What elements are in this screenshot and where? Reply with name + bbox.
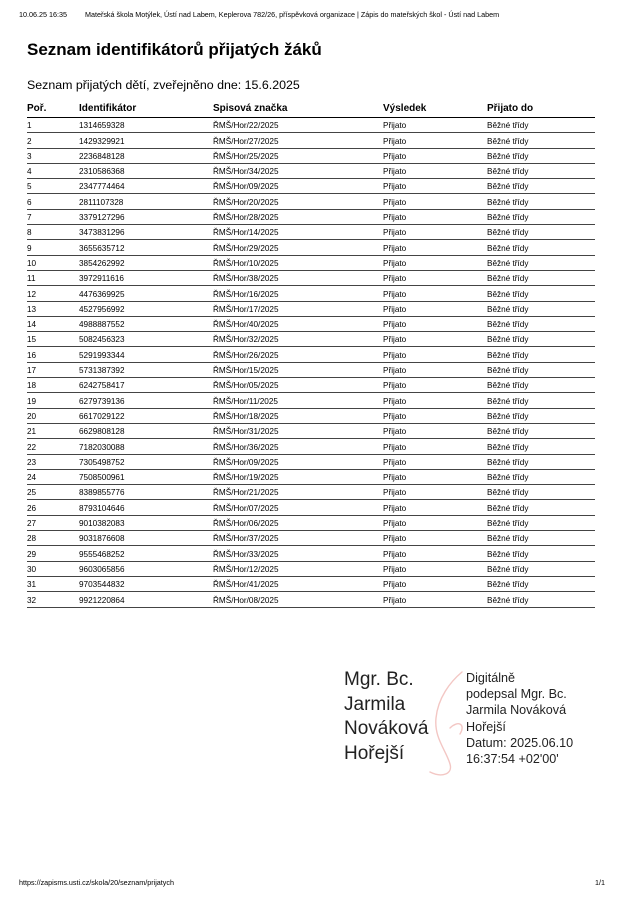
identifier-cell: 6279739136	[79, 393, 213, 408]
signature-name-line: Mgr. Bc.	[344, 669, 414, 690]
result-cell: Přijato	[383, 531, 487, 546]
admitted-to-cell: Běžné třídy	[487, 286, 595, 301]
identifier-cell: 3655635712	[79, 240, 213, 255]
order-cell: 23	[27, 454, 79, 469]
table-row	[27, 286, 595, 301]
result-cell: Přijato	[383, 546, 487, 561]
signature-details	[466, 670, 606, 767]
result-cell: Přijato	[383, 240, 487, 255]
file-number-cell: ŘMŠ/Hor/15/2025	[213, 362, 383, 377]
order-cell: 1	[27, 118, 79, 133]
admitted-to-cell: Běžné třídy	[487, 423, 595, 438]
students-table	[27, 101, 595, 608]
order-cell: 31	[27, 576, 79, 591]
file-number-cell: ŘMŠ/Hor/29/2025	[213, 240, 383, 255]
identifier-cell: 2347774464	[79, 179, 213, 194]
admitted-to-cell: Běžné třídy	[487, 515, 595, 530]
table-row	[27, 454, 595, 469]
order-cell: 16	[27, 347, 79, 362]
signature-detail-line: Datum: 2025.06.10	[466, 735, 574, 750]
result-cell: Přijato	[383, 301, 487, 316]
result-cell: Přijato	[383, 515, 487, 530]
page-subtitle: Seznam přijatých dětí, zveřejněno dne: 15.6.2025	[27, 78, 300, 92]
file-number-cell: ŘMŠ/Hor/34/2025	[213, 163, 383, 178]
table-row	[27, 561, 595, 576]
table-row	[27, 515, 595, 530]
identifier-cell: 4988887552	[79, 316, 213, 331]
result-cell: Přijato	[383, 439, 487, 454]
order-cell: 11	[27, 270, 79, 285]
order-cell: 14	[27, 316, 79, 331]
table-body	[27, 118, 595, 608]
file-number-cell: ŘMŠ/Hor/20/2025	[213, 194, 383, 209]
table-row	[27, 225, 595, 240]
table-row	[27, 194, 595, 209]
file-number-cell: ŘMŠ/Hor/26/2025	[213, 347, 383, 362]
file-number-cell: ŘMŠ/Hor/28/2025	[213, 209, 383, 224]
result-cell: Přijato	[383, 592, 487, 607]
table-row	[27, 347, 595, 362]
file-number-cell: ŘMŠ/Hor/09/2025	[213, 179, 383, 194]
order-cell: 18	[27, 378, 79, 393]
order-cell: 12	[27, 286, 79, 301]
table-row	[27, 163, 595, 178]
file-number-cell: ŘMŠ/Hor/33/2025	[213, 546, 383, 561]
admitted-to-cell: Běžné třídy	[487, 485, 595, 500]
table-row	[27, 332, 595, 347]
order-cell: 20	[27, 408, 79, 423]
admitted-to-cell: Běžné třídy	[487, 378, 595, 393]
admitted-to-cell: Běžné třídy	[487, 179, 595, 194]
file-number-cell: ŘMŠ/Hor/16/2025	[213, 286, 383, 301]
table-row	[27, 133, 595, 148]
admitted-to-cell: Běžné třídy	[487, 194, 595, 209]
order-cell: 21	[27, 423, 79, 438]
table-row	[27, 316, 595, 331]
file-number-cell: ŘMŠ/Hor/08/2025	[213, 592, 383, 607]
admitted-to-cell: Běžné třídy	[487, 118, 595, 133]
file-number-cell: ŘMŠ/Hor/09/2025	[213, 454, 383, 469]
identifier-cell: 8389855776	[79, 485, 213, 500]
order-cell: 19	[27, 393, 79, 408]
file-number-cell: ŘMŠ/Hor/27/2025	[213, 133, 383, 148]
file-number-cell: ŘMŠ/Hor/31/2025	[213, 423, 383, 438]
result-cell: Přijato	[383, 194, 487, 209]
order-cell: 26	[27, 500, 79, 515]
file-number-cell: ŘMŠ/Hor/06/2025	[213, 515, 383, 530]
identifier-cell: 4476369925	[79, 286, 213, 301]
result-cell: Přijato	[383, 316, 487, 331]
result-cell: Přijato	[383, 270, 487, 285]
file-number-cell: ŘMŠ/Hor/07/2025	[213, 500, 383, 515]
result-cell: Přijato	[383, 347, 487, 362]
admitted-to-cell: Běžné třídy	[487, 255, 595, 270]
admitted-to-cell: Běžné třídy	[487, 531, 595, 546]
result-cell: Přijato	[383, 561, 487, 576]
identifier-cell: 5291993344	[79, 347, 213, 362]
table-row	[27, 240, 595, 255]
admitted-to-cell: Běžné třídy	[487, 561, 595, 576]
identifier-cell: 7305498752	[79, 454, 213, 469]
table-row	[27, 500, 595, 515]
result-cell: Přijato	[383, 378, 487, 393]
result-cell: Přijato	[383, 485, 487, 500]
table-header-row	[27, 101, 595, 118]
file-number-cell: ŘMŠ/Hor/19/2025	[213, 469, 383, 484]
identifier-cell: 1314659328	[79, 118, 213, 133]
order-cell: 4	[27, 163, 79, 178]
col-header-identifier: Identifikátor	[79, 101, 213, 118]
order-cell: 22	[27, 439, 79, 454]
order-cell: 17	[27, 362, 79, 377]
result-cell: Přijato	[383, 225, 487, 240]
signature-detail-line: 16:37:54 +02'00'	[466, 752, 559, 767]
admitted-to-cell: Běžné třídy	[487, 133, 595, 148]
identifier-cell: 3972911616	[79, 270, 213, 285]
identifier-cell: 9603065856	[79, 561, 213, 576]
identifier-cell: 3379127296	[79, 209, 213, 224]
signature-detail-line: podepsal Mgr. Bc.	[466, 687, 567, 702]
admitted-to-cell: Běžné třídy	[487, 362, 595, 377]
order-cell: 25	[27, 485, 79, 500]
identifier-cell: 1429329921	[79, 133, 213, 148]
signature-name-line: Hořejší	[344, 742, 405, 764]
file-number-cell: ŘMŠ/Hor/25/2025	[213, 148, 383, 163]
file-number-cell: ŘMŠ/Hor/21/2025	[213, 485, 383, 500]
identifier-cell: 8793104646	[79, 500, 213, 515]
table-row	[27, 255, 595, 270]
admitted-to-cell: Běžné třídy	[487, 240, 595, 255]
table-row	[27, 576, 595, 591]
admitted-to-cell: Běžné třídy	[487, 209, 595, 224]
table-row	[27, 179, 595, 194]
col-header-file-number: Spisová značka	[213, 101, 383, 118]
admitted-to-cell: Běžné třídy	[487, 408, 595, 423]
table-row	[27, 393, 595, 408]
result-cell: Přijato	[383, 255, 487, 270]
result-cell: Přijato	[383, 576, 487, 591]
result-cell: Přijato	[383, 393, 487, 408]
identifier-cell: 5082456323	[79, 332, 213, 347]
table-row	[27, 469, 595, 484]
identifier-cell: 7182030088	[79, 439, 213, 454]
result-cell: Přijato	[383, 133, 487, 148]
table-row	[27, 408, 595, 423]
result-cell: Přijato	[383, 500, 487, 515]
table-row	[27, 118, 595, 133]
result-cell: Přijato	[383, 469, 487, 484]
identifier-cell: 2236848128	[79, 148, 213, 163]
order-cell: 2	[27, 133, 79, 148]
print-page-title: Mateřská škola Motýlek, Ústí nad Labem, Keplerova 782/26, příspěvková organizace | Zápis do mateřských škol - Ústí nad Labem	[84, 10, 500, 19]
signature-detail-line: Jarmila Nováková	[466, 703, 567, 718]
table-row	[27, 439, 595, 454]
identifier-cell: 2310586368	[79, 163, 213, 178]
page-title: Seznam identifikátorů přijatých žáků	[27, 40, 322, 59]
table-row	[27, 423, 595, 438]
admitted-to-cell: Běžné třídy	[487, 469, 595, 484]
admitted-to-cell: Běžné třídy	[487, 347, 595, 362]
file-number-cell: ŘMŠ/Hor/12/2025	[213, 561, 383, 576]
order-cell: 24	[27, 469, 79, 484]
identifier-cell: 3473831296	[79, 225, 213, 240]
file-number-cell: ŘMŠ/Hor/05/2025	[213, 378, 383, 393]
admitted-to-cell: Běžné třídy	[487, 546, 595, 561]
admitted-to-cell: Běžné třídy	[487, 148, 595, 163]
table-row	[27, 209, 595, 224]
result-cell: Přijato	[383, 209, 487, 224]
file-number-cell: ŘMŠ/Hor/41/2025	[213, 576, 383, 591]
identifier-cell: 9921220864	[79, 592, 213, 607]
result-cell: Přijato	[383, 362, 487, 377]
file-number-cell: ŘMŠ/Hor/14/2025	[213, 225, 383, 240]
identifier-cell: 6242758417	[79, 378, 213, 393]
order-cell: 7	[27, 209, 79, 224]
admitted-to-cell: Běžné třídy	[487, 592, 595, 607]
identifier-cell: 5731387392	[79, 362, 213, 377]
result-cell: Přijato	[383, 118, 487, 133]
order-cell: 32	[27, 592, 79, 607]
result-cell: Přijato	[383, 332, 487, 347]
file-number-cell: ŘMŠ/Hor/10/2025	[213, 255, 383, 270]
admitted-to-cell: Běžné třídy	[487, 439, 595, 454]
identifier-cell: 7508500961	[79, 469, 213, 484]
identifier-cell: 6629808128	[79, 423, 213, 438]
table-row	[27, 301, 595, 316]
print-footer	[19, 878, 605, 887]
order-cell: 30	[27, 561, 79, 576]
table-row	[27, 546, 595, 561]
identifier-cell: 3854262992	[79, 255, 213, 270]
identifier-cell: 9555468252	[79, 546, 213, 561]
admitted-to-cell: Běžné třídy	[487, 225, 595, 240]
result-cell: Přijato	[383, 286, 487, 301]
file-number-cell: ŘMŠ/Hor/36/2025	[213, 439, 383, 454]
result-cell: Přijato	[383, 408, 487, 423]
order-cell: 6	[27, 194, 79, 209]
admitted-to-cell: Běžné třídy	[487, 576, 595, 591]
col-header-result: Výsledek	[383, 101, 487, 118]
order-cell: 27	[27, 515, 79, 530]
admitted-to-cell: Běžné třídy	[487, 316, 595, 331]
result-cell: Přijato	[383, 454, 487, 469]
admitted-to-cell: Běžné třídy	[487, 163, 595, 178]
identifier-cell: 9010382083	[79, 515, 213, 530]
file-number-cell: ŘMŠ/Hor/22/2025	[213, 118, 383, 133]
result-cell: Přijato	[383, 179, 487, 194]
print-datetime: 10.06.25 16:35	[19, 10, 67, 19]
order-cell: 13	[27, 301, 79, 316]
order-cell: 3	[27, 148, 79, 163]
table-row	[27, 592, 595, 607]
admitted-to-cell: Běžné třídy	[487, 301, 595, 316]
col-header-admitted-to: Přijato do	[487, 101, 595, 118]
identifier-cell: 4527956992	[79, 301, 213, 316]
admitted-to-cell: Běžné třídy	[487, 393, 595, 408]
col-header-order: Poř.	[27, 101, 79, 118]
print-header	[19, 10, 605, 19]
file-number-cell: ŘMŠ/Hor/37/2025	[213, 531, 383, 546]
order-cell: 5	[27, 179, 79, 194]
order-cell: 28	[27, 531, 79, 546]
identifier-cell: 2811107328	[79, 194, 213, 209]
admitted-to-cell: Běžné třídy	[487, 270, 595, 285]
order-cell: 15	[27, 332, 79, 347]
order-cell: 9	[27, 240, 79, 255]
print-url: https://zapisms.usti.cz/skola/20/seznam/prijatych	[19, 878, 174, 887]
table-row	[27, 485, 595, 500]
table-row	[27, 270, 595, 285]
signature-detail-line: Digitálně	[466, 671, 516, 685]
admitted-to-cell: Běžné třídy	[487, 332, 595, 347]
admitted-to-cell: Běžné třídy	[487, 454, 595, 469]
table-row	[27, 362, 595, 377]
result-cell: Přijato	[383, 148, 487, 163]
table-row	[27, 148, 595, 163]
signature-name-line: Nováková	[344, 718, 429, 739]
identifier-cell: 6617029122	[79, 408, 213, 423]
identifier-cell: 9703544832	[79, 576, 213, 591]
admitted-to-cell: Běžné třídy	[487, 500, 595, 515]
file-number-cell: ŘMŠ/Hor/18/2025	[213, 408, 383, 423]
table-row	[27, 531, 595, 546]
order-cell: 8	[27, 225, 79, 240]
digital-signature	[344, 668, 604, 780]
file-number-cell: ŘMŠ/Hor/32/2025	[213, 332, 383, 347]
identifier-cell: 9031876608	[79, 531, 213, 546]
signature-name-line: Jarmila	[344, 693, 406, 715]
result-cell: Přijato	[383, 163, 487, 178]
order-cell: 29	[27, 546, 79, 561]
signature-detail-line: Hořejší	[466, 719, 506, 734]
file-number-cell: ŘMŠ/Hor/11/2025	[213, 393, 383, 408]
print-page-number: 1/1	[595, 878, 605, 887]
result-cell: Přijato	[383, 423, 487, 438]
file-number-cell: ŘMŠ/Hor/40/2025	[213, 316, 383, 331]
table-row	[27, 378, 595, 393]
file-number-cell: ŘMŠ/Hor/17/2025	[213, 301, 383, 316]
order-cell: 10	[27, 255, 79, 270]
signature-mark-icon	[420, 668, 472, 780]
file-number-cell: ŘMŠ/Hor/38/2025	[213, 270, 383, 285]
